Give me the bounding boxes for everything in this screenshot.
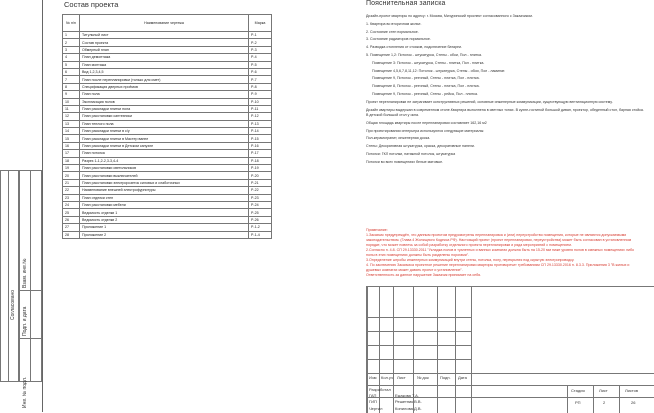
explanatory-paragraph: Стены: Декоративная штукатурка, краска, декоративные панели. — [366, 144, 475, 149]
table-row — [63, 128, 272, 135]
row-num: 12 — [63, 113, 80, 120]
row-name: План раскладки плитки пола — [80, 105, 249, 112]
table-row — [63, 201, 272, 208]
stamp-line — [471, 287, 472, 413]
explanatory-items — [366, 22, 646, 98]
row-num: 21 — [63, 179, 80, 186]
row-num: 19 — [63, 165, 80, 172]
row-name: План расстановки мебели — [80, 201, 249, 208]
notes-block — [366, 228, 636, 278]
stamp-line — [367, 359, 471, 360]
row-name: Вид 1,2,3,4,5 — [80, 68, 249, 75]
row-mark: Р-17 — [249, 150, 272, 157]
table-row — [63, 98, 272, 105]
row-name: Спецификация дверных проёмов — [80, 83, 249, 90]
row-num: 8 — [63, 83, 80, 90]
table-row — [63, 68, 272, 75]
row-name: План после перепланировки (только для смет) — [80, 76, 249, 83]
table-header-row — [63, 15, 272, 32]
explanatory-paragraph: Общая площадь квартиры после перепланировки составляет 162,16 м2 — [366, 120, 487, 125]
row-num: 7 — [63, 76, 80, 83]
row-num: 15 — [63, 135, 80, 142]
row-num: 9 — [63, 91, 80, 98]
row-num: 23 — [63, 194, 80, 201]
stamp-sheets-label: Листов — [625, 388, 638, 393]
row-mark: Р-25 — [249, 209, 272, 216]
row-num: 10 — [63, 98, 80, 105]
stamp-person: Решетник В.В. — [395, 399, 422, 404]
stamp-line — [567, 385, 568, 413]
explanatory-paragraph: При проектировании интерьера используются следующие материалы: — [366, 128, 485, 133]
table-row — [63, 231, 272, 238]
row-name: Приложение 1 — [80, 224, 249, 231]
sidebar-column — [8, 170, 19, 382]
composition-title: Состав проекта — [64, 0, 119, 9]
explanatory-item: Помещение 9, Потолок - реечный, Стены - плитка, Пол - плитка. — [372, 76, 480, 81]
row-mark: Р-21 — [249, 179, 272, 186]
row-mark: Р-9 — [249, 91, 272, 98]
row-mark: Р-13 — [249, 120, 272, 127]
row-num: 18 — [63, 157, 80, 164]
explanatory-item: 4. Разводка отопления от стояков, подключение батареи. — [366, 45, 462, 50]
row-name: План отделки стен — [80, 194, 249, 201]
row-mark: Р-4 — [249, 54, 272, 61]
table-row — [63, 187, 272, 194]
stamp-sheet-label: Лист — [599, 388, 608, 393]
row-name: План монтажа — [80, 61, 249, 68]
stamp-line — [367, 373, 654, 374]
sidebar-sign-date: Подп. и дата — [22, 306, 28, 336]
table-row — [63, 61, 272, 68]
row-name: Титульный лист — [80, 32, 249, 39]
stamp-line — [367, 331, 471, 332]
table-row — [63, 76, 272, 83]
row-name: Наименование внешней электрофурнитуры — [80, 187, 249, 194]
notes-lines — [366, 233, 636, 278]
explanatory-text — [366, 14, 646, 168]
sidebar-agreed: Согласовано — [10, 289, 16, 320]
composition-rows — [63, 32, 272, 239]
binding-sidebar — [0, 0, 42, 412]
row-num: 20 — [63, 172, 80, 179]
table-row — [63, 209, 272, 216]
row-name: План раскладки плитки в Мастер ванне — [80, 135, 249, 142]
row-name: План демонтажа — [80, 54, 249, 61]
stamp-line — [367, 385, 654, 386]
explanatory-paragraph: Дизайн квартиры выдержан в современном стиле.Квартира выполнена в светлых тонах. В кухне-гостиной большой диван, проектор, обеденный стол, барная стойка. В детской большой стол у окна. — [366, 107, 644, 117]
stamp-line — [593, 385, 594, 413]
row-num: 5 — [63, 61, 80, 68]
note-line: 4. По заключению Заказчика проектное решение перепланировки квартиры противоречит требованиям СП 29.13330.2016 п. 8.3.3. Приложения 3 "В жилых и душевых комнатах может давать проект и установление". — [366, 263, 630, 272]
row-num: 25 — [63, 209, 80, 216]
row-name: Состав проекта — [80, 39, 249, 46]
table-row — [63, 91, 272, 98]
composition-table — [62, 14, 272, 239]
row-mark: Р-23 — [249, 194, 272, 201]
table-row — [63, 194, 272, 201]
table-row — [63, 83, 272, 90]
table-row — [63, 135, 272, 142]
row-mark: Р-11 — [249, 105, 272, 112]
row-mark: Р-1 — [249, 32, 272, 39]
table-row — [63, 157, 272, 164]
row-mark: Р-12 — [249, 113, 272, 120]
stamp-role: Разработал — [369, 387, 391, 392]
row-num: 1 — [63, 32, 80, 39]
sidebar-divider — [19, 338, 42, 339]
row-num: 16 — [63, 142, 80, 149]
row-mark: Р-1-2 — [249, 224, 272, 231]
row-num: 4 — [63, 54, 80, 61]
stamp-line — [367, 287, 368, 413]
row-name: Экспликация полов — [80, 98, 249, 105]
stamp-sheet: 2 — [603, 400, 606, 405]
table-row — [63, 179, 272, 186]
stamp-line — [393, 287, 394, 413]
row-name: План расстановки сантехники — [80, 113, 249, 120]
table-row — [63, 39, 272, 46]
stamp-header-n-dok: № док — [417, 375, 429, 380]
explanatory-item: Помещение 8, Потолок - реечный, Стены - плитка, Пол - плитка. — [372, 84, 480, 89]
row-mark: Р-20 — [249, 172, 272, 179]
header-mark: Марка — [249, 15, 272, 32]
row-num: 27 — [63, 224, 80, 231]
note-line: 2.Согласно п. 4.8. СП 29.13330.2011 "Укладка полов в туалетных и ванных комнатах должна быть на 15-20 мм ниже уровня полов в смежных помещениях либо полы в этих помещениях должны быть разделены порогами". — [366, 248, 635, 257]
explanatory-item: Помещение 4,5,6,7,8,11,12: Потолок - штукатурка, Стены - обои, Пол - ламинат. — [372, 68, 506, 73]
table-row — [63, 142, 272, 149]
row-mark: Р-14 — [249, 128, 272, 135]
row-name: Приложение 2 — [80, 231, 249, 238]
row-name: План раскладки плитки в с/у — [80, 128, 249, 135]
explanatory-item: 5. Помещение 1,2: Потолок - штукатурка, Стены - обои, Пол - плитка. — [366, 52, 483, 57]
row-mark: Р-2 — [249, 39, 272, 46]
explanatory-item: 1. Квартира во вторичном жилье. — [366, 21, 422, 26]
sidebar-inv-no-orig: Инв. № подл. — [22, 376, 28, 408]
sidebar-divider — [19, 290, 42, 291]
row-mark: Р-5 — [249, 61, 272, 68]
stamp-header-kol-uch: Кол.уч — [381, 375, 393, 380]
row-name: План пола — [80, 91, 249, 98]
stamp-person: Ежакова Т.А. — [395, 393, 419, 398]
stamp-line — [379, 287, 380, 413]
header-num: № п/п — [63, 15, 80, 32]
row-mark: Р-3 — [249, 46, 272, 53]
row-mark: Р-1-4 — [249, 231, 272, 238]
explanatory-paragraph: Потолки: ГКЛ потолки, натяжной потолок, штукатурка — [366, 151, 456, 156]
row-mark: Р-6 — [249, 68, 272, 75]
row-num: 14 — [63, 128, 80, 135]
stamp-person: Конилова Д.В. — [395, 406, 422, 411]
row-num: 11 — [63, 105, 80, 112]
table-row — [63, 216, 272, 223]
row-name: План расстановки светильников — [80, 165, 249, 172]
explanatory-paragraph: Потолки во всех помещениях белые матовые. — [366, 159, 444, 164]
row-num: 22 — [63, 187, 80, 194]
stamp-line — [367, 317, 471, 318]
row-mark: Р-10 — [249, 98, 272, 105]
explanatory-item: 3. Состояние радиаторов нормальное. — [366, 37, 431, 42]
table-row — [63, 105, 272, 112]
stamp-header-list: Лист — [397, 375, 406, 380]
explanatory-paragraphs — [366, 100, 646, 165]
stamp-header-podp: Подп. — [440, 375, 451, 380]
stamp-header-izm: Изм — [369, 375, 377, 380]
row-num: 6 — [63, 68, 80, 75]
stamp-role: ГИП — [369, 399, 377, 404]
row-num: 26 — [63, 216, 80, 223]
row-name: План расстановки выключателей — [80, 172, 249, 179]
note-line: 1.Заказчик предупреждён, что данным проектом предусмотрены перепланировка и (или) переустройство помещения, которые не являются допускаемыми законодательством. (Глава 4 Жилищного Кодекса РФ). Настоящий проект (проект перепланировки, переустройства) может быть согласован в установленном порядке, что может повлечь за собой разработку отдельного проекта перепланировки и ряда мероприятий с помещением. — [366, 233, 632, 247]
stamp-role: Чертил — [369, 406, 383, 411]
table-row — [63, 113, 272, 120]
row-num: 2 — [63, 39, 80, 46]
row-mark: Р-22 — [249, 187, 272, 194]
row-mark: Р-26 — [249, 216, 272, 223]
table-row — [63, 54, 272, 61]
row-num: 13 — [63, 120, 80, 127]
note-line: 3.Определение штробы инженерных коммуникаций внутри стены, потолка, полу, перекрытия под скрытую электропроводку. — [366, 258, 575, 262]
stamp-stage: РП — [575, 400, 581, 405]
row-name: План расстановки электророзеток силовых и слаботочных — [80, 179, 249, 186]
row-name: Разрез 1-1,2-2,3-3,4-4 — [80, 157, 249, 164]
row-num: 3 — [63, 46, 80, 53]
note-line: Ответственность за данное нарушение Заказчик принимает на себя. — [366, 273, 482, 277]
stamp-stage-label: Стадия — [571, 388, 585, 393]
row-mark: Р-15 — [249, 135, 272, 142]
stamp-line — [367, 345, 471, 346]
row-mark: Р-7 — [249, 76, 272, 83]
table-row — [63, 165, 272, 172]
explanatory-intro: Дизайн-проект квартиры по адресу: г. Москва, Мичуринский проспект согласованного с Заказчиком. — [366, 14, 533, 18]
explanatory-item: Помещение 9, Потолок - реечный, Стены - рейка, Пол - плитка. — [372, 91, 478, 96]
header-name: Наименование чертежа — [80, 15, 249, 32]
row-mark: Р-18 — [249, 157, 272, 164]
stamp-line — [619, 385, 620, 413]
explanatory-paragraph: Пол-керамогранит, инженерная доска. — [366, 136, 431, 141]
row-name: Ведомость отделки 1 — [80, 209, 249, 216]
stamp-header-data: Дата — [458, 375, 467, 380]
table-row — [63, 32, 272, 39]
row-name: Обмерный план — [80, 46, 249, 53]
row-num: 17 — [63, 150, 80, 157]
table-row — [63, 172, 272, 179]
row-name: Ведомость отделки 2 — [80, 216, 249, 223]
notes-heading: Примечание: — [366, 228, 388, 232]
sidebar-inv-no-instead: Взам. инв.№ — [22, 258, 28, 288]
row-num: 28 — [63, 231, 80, 238]
row-mark: Р-19 — [249, 165, 272, 172]
table-row — [63, 120, 272, 127]
stamp-sheets: 26 — [631, 400, 636, 405]
explanatory-item: Помещение 3: Потолок - штукатурка, Стены - плитка, Пол - плитка. — [372, 60, 485, 65]
row-num: 24 — [63, 201, 80, 208]
explanatory-item: 2. Состояние стен нормальное. — [366, 29, 419, 34]
stamp-role: ГАП — [369, 393, 377, 398]
stamp-line — [437, 287, 438, 413]
explanatory-title: Пояснительная записка — [366, 0, 446, 7]
table-row — [63, 46, 272, 53]
row-name: План потолка — [80, 150, 249, 157]
row-mark: Р-16 — [249, 142, 272, 149]
row-name: План раскладки плитки в Детском санузле — [80, 142, 249, 149]
row-mark: Р-24 — [249, 201, 272, 208]
stamp-line — [455, 287, 456, 413]
table-row — [63, 150, 272, 157]
row-mark: Р-8 — [249, 83, 272, 90]
table-row — [63, 224, 272, 231]
title-block — [366, 286, 654, 413]
explanatory-paragraph: Проект перепланировки не затрагивает конструктивных решений, основные инженерные коммуникации, существующую вентиляционную систему. — [366, 99, 613, 104]
row-name: План теплого пола — [80, 120, 249, 127]
